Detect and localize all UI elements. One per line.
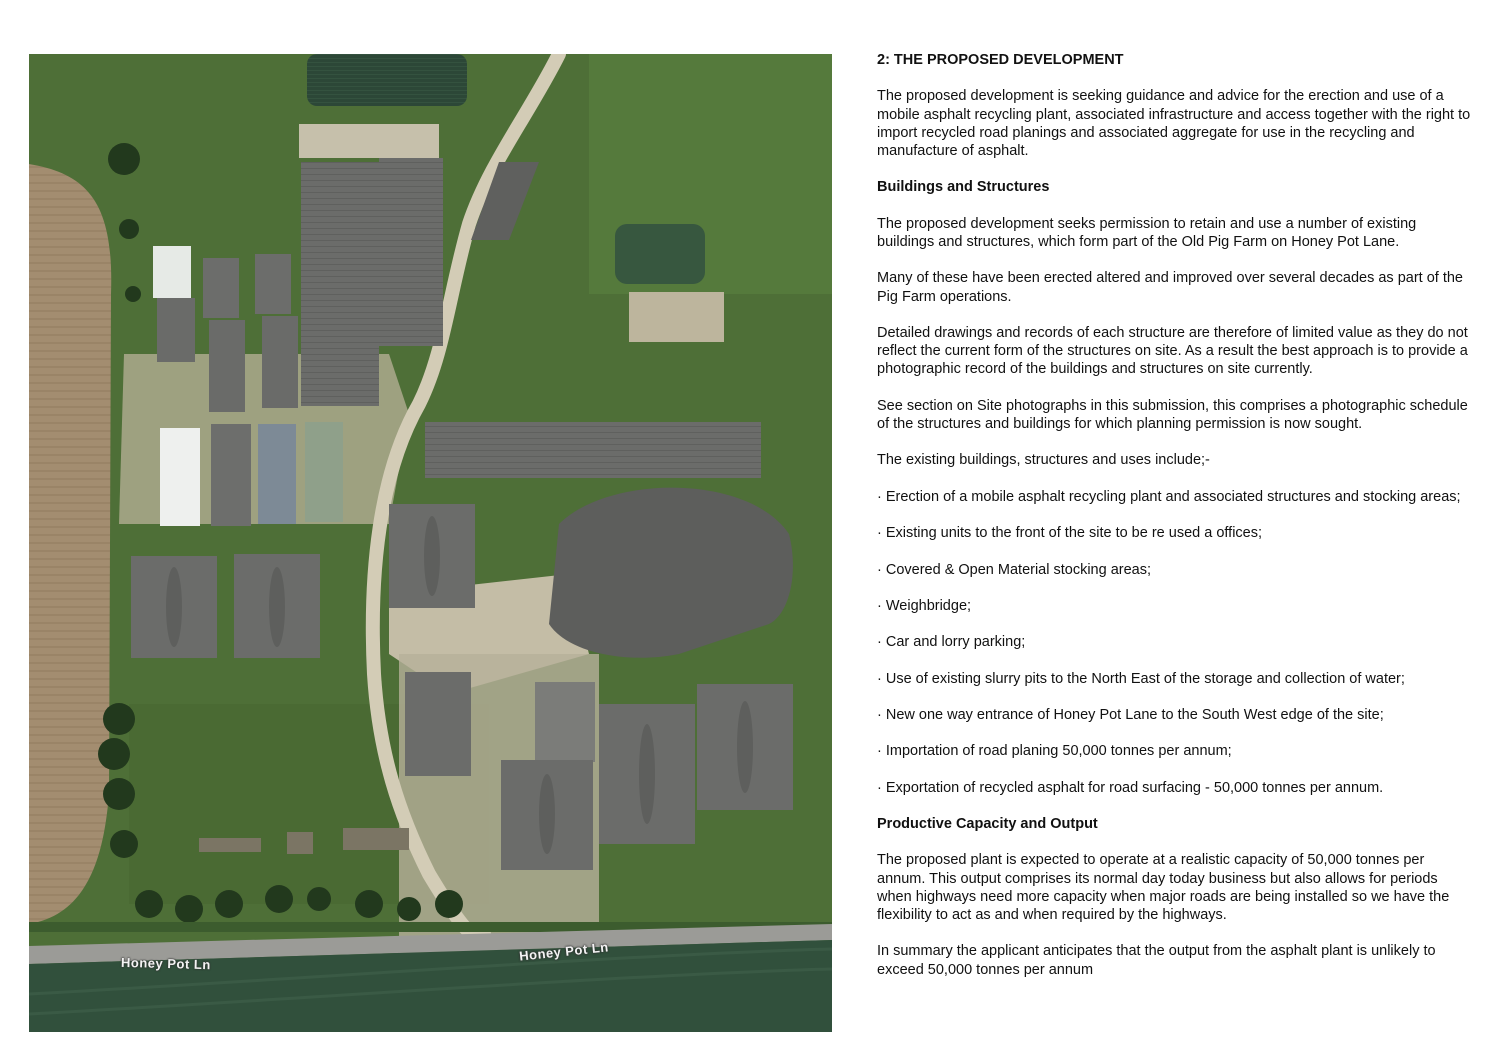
- list-item: · Erection of a mobile asphalt recycling plant and associated structures and stocking areas;: [877, 488, 1475, 506]
- paragraph-summary: In summary the applicant anticipates that the output from the asphalt plant is unlikely to exceed 50,000 tonnes per annum: [877, 943, 1436, 978]
- list-item: · Car and lorry parking;: [877, 633, 1475, 651]
- section-heading: 2: THE PROPOSED DEVELOPMENT: [877, 52, 1124, 68]
- paragraph-site-photographs: See section on Site photographs in this submission, this comprises a photographic schedule of the structures and buildings for which planning permission is now sought.: [877, 397, 1468, 432]
- paragraph-existing-uses: The existing buildings, structures and uses include;-: [877, 452, 1210, 469]
- paragraph-capacity: The proposed plant is expected to operate at a realistic capacity of 50,000 tonnes per annum. This output comprises its normal day today business but also allows for periods when highways need more capacity when major roads are being installed so we have the flexibility to act as and when required by the highways.: [877, 852, 1450, 924]
- document-text-column: [877, 51, 1475, 997]
- road-label-honey-pot-ln-east: Honey Pot Ln: [518, 939, 610, 964]
- list-item: · New one way entrance of Honey Pot Lane to the South West edge of the site;: [877, 706, 1475, 724]
- road-label-honey-pot-ln-west: Honey Pot Ln: [120, 954, 211, 973]
- ploughed-field: [29, 164, 111, 924]
- paragraph-detailed-drawings: Detailed drawings and records of each structure are therefore of limited value as they do not reflect the current form of the structures on site. As a result the best approach is to provide a photographic record of the buildings and structures on site currently.: [877, 324, 1468, 378]
- aerial-site-photo: [29, 54, 832, 1032]
- list-item: · Importation of road planing 50,000 tonnes per annum;: [877, 742, 1475, 760]
- list-item: · Covered & Open Material stocking areas;: [877, 561, 1475, 579]
- list-item: · Existing units to the front of the site to be re used a offices;: [877, 524, 1475, 542]
- list-item: · Weighbridge;: [877, 597, 1475, 615]
- paragraph-retain-buildings: The proposed development seeks permission to retain and use a number of existing buildings and structures, which form part of the Old Pig Farm on Honey Pot Lane.: [877, 215, 1417, 250]
- aerial-photo-illustration: [29, 54, 832, 1032]
- slurry-pit: [615, 224, 705, 284]
- buildings-structures-title: Buildings and Structures: [877, 179, 1050, 196]
- pond-north: [307, 54, 467, 106]
- list-item: · Use of existing slurry pits to the North East of the storage and collection of water;: [877, 670, 1475, 688]
- uses-list: [877, 488, 1475, 797]
- intro-paragraph: The proposed development is seeking guidance and advice for the erection and use of a mobile asphalt recycling plant, associated infrastructure and access together with the right to import recycled road planings and associated aggregate for use in the recycling and manufacture of asphalt.: [877, 88, 1471, 159]
- paragraph-erected-altered: Many of these have been erected altered and improved over several decades as part of the Pig Farm operations.: [877, 270, 1463, 305]
- list-item: · Exportation of recycled asphalt for road surfacing - 50,000 tonnes per annum.: [877, 779, 1475, 797]
- productive-capacity-title: Productive Capacity and Output: [877, 816, 1098, 833]
